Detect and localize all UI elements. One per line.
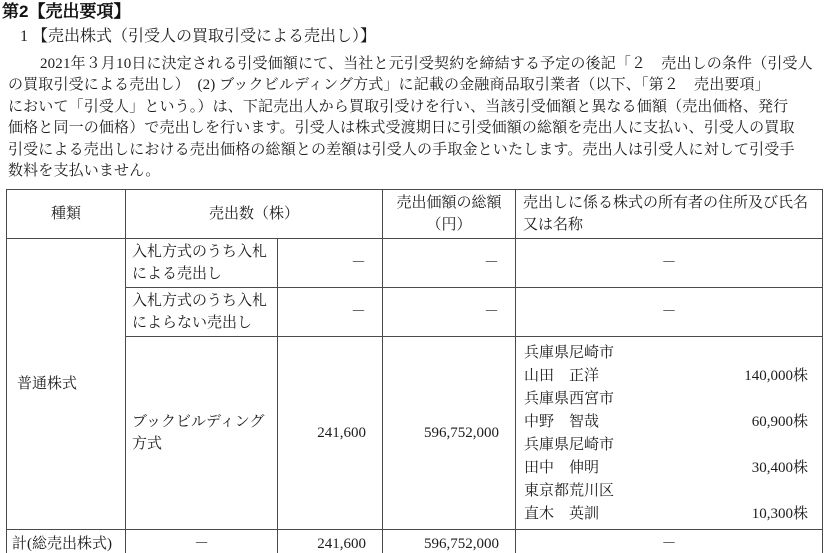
cell-auction-shares: － — [278, 239, 383, 288]
intro-paragraph — [8, 54, 821, 182]
owner-address: 兵庫県尼崎市 — [524, 436, 615, 453]
table-row-total — [7, 530, 823, 553]
cell-total-label: 計(総売出株式) — [7, 530, 126, 553]
cell-auction-owner: － — [516, 239, 823, 288]
owner-entry — [524, 365, 808, 388]
owner-address: 兵庫県西宮市 — [524, 390, 615, 407]
owner-shares: 10,300株 — [751, 505, 809, 522]
cell-total-amount: 596,752,000 — [383, 530, 516, 553]
owner-name: 直木 英訓 — [524, 505, 600, 522]
cell-non-auction-label: 入札方式のうち入札によらない売出し — [126, 288, 278, 337]
cell-share-kind: 普通株式 — [7, 239, 126, 530]
cell-total-sub: － — [126, 530, 278, 553]
paragraph-line: の買取引受による売出し） (2) ブックビルディング方式」に記載の金融商品取引業者（以下、「第２ 売出要項」 — [8, 77, 770, 94]
document-page — [0, 2, 829, 553]
cell-bookbuilding-shares: 241,600 — [278, 337, 383, 530]
paragraph-line: 2021年３月10日に決定される引受価額にて、当社と元引受契約を締結する予定の後記「２ 売出しの条件（引受人 — [40, 56, 813, 72]
subsection-heading: 1 【売出株式（引受人の買取引受による売出し）】 — [20, 28, 377, 45]
table-row-auction — [7, 239, 823, 288]
paragraph-line: において「引受人」という。）は、下記売出人から買取引受けを行い、当該引受価額と異なる価額（売出価格、発行 — [8, 98, 789, 115]
owner-name: 中野 智哉 — [524, 413, 600, 430]
table-header-row — [7, 190, 823, 239]
cell-auction-amount: － — [383, 239, 516, 288]
cell-non-auction-amount: － — [383, 288, 516, 337]
section-heading: 第2【売出要項】 — [2, 2, 131, 21]
cell-bookbuilding-owners — [516, 337, 823, 530]
paragraph-line: 価格と同一の価格）で売出しを行います。引受人は株式受渡期日に引受価額の総額を売出人に支払い、引受人の買取 — [8, 120, 795, 137]
col-header-kind: 種類 — [7, 190, 126, 239]
table-row-bookbuilding — [7, 337, 823, 530]
offering-table — [6, 189, 823, 553]
table-row-non-auction — [7, 288, 823, 337]
cell-bookbuilding-label: ブックビルディング方式 — [126, 337, 278, 530]
owner-name: 田中 伸明 — [524, 459, 600, 476]
owner-shares: 60,900株 — [751, 413, 809, 430]
cell-non-auction-owner: － — [516, 288, 823, 337]
col-header-shares: 売出数（株） — [126, 190, 383, 239]
cell-bookbuilding-amount: 596,752,000 — [383, 337, 516, 530]
col-header-amount — [383, 190, 516, 239]
cell-total-owner: － — [516, 530, 823, 553]
cell-auction-label: 入札方式のうち入札による売出し — [126, 239, 278, 288]
owner-address: 兵庫県尼崎市 — [524, 344, 615, 361]
cell-non-auction-shares: － — [278, 288, 383, 337]
owner-entry — [524, 457, 808, 480]
col-header-amount-line1: 売出価額の総額 — [396, 195, 502, 212]
col-header-owner: 売出しに係る株式の所有者の住所及び氏名又は名称 — [516, 190, 823, 239]
paragraph-line: 引受による売出しにおける売出価格の総額との差額は引受人の手取金といたします。売出人は引受人に対して引受手 — [8, 141, 795, 158]
owner-entry — [524, 411, 808, 434]
col-header-amount-line2: （円） — [426, 217, 472, 234]
owner-shares: 140,000株 — [744, 367, 809, 384]
owner-entry — [524, 503, 808, 526]
cell-total-shares: 241,600 — [278, 530, 383, 553]
paragraph-line: 数料を支払いません。 — [8, 163, 161, 180]
owner-name: 山田 正洋 — [524, 367, 600, 384]
owner-address: 東京都荒川区 — [524, 482, 615, 499]
owner-shares: 30,400株 — [751, 459, 809, 476]
